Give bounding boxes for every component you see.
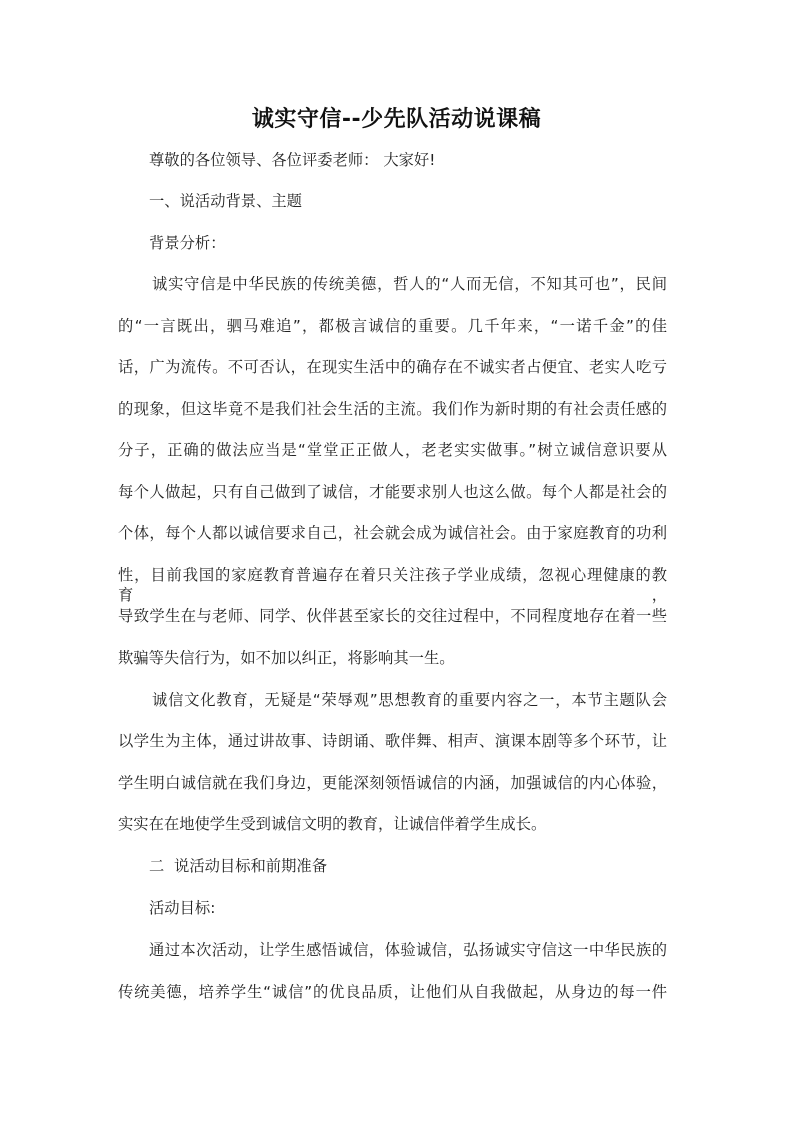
paragraph-line: 每个人做起，只有自己做到了诚信，才能要求别人也这么做。每个人都是社会的 [118, 483, 667, 501]
paragraph-line: 分子，正确的做法应当是“堂堂正正做人，老老实实做事。”树立诚信意识要从 [118, 441, 667, 459]
paragraph-line: 的“一言既出，驷马难追”，都极言诚信的重要。几千年来，“一诺千金”的佳 [118, 317, 667, 335]
paragraph-line: 个体，每个人都以诚信要求自己，社会就会成为诚信社会。由于家庭教育的功利 [118, 524, 667, 542]
document-title: 诚实守信--少先队活动说课稿 [251, 107, 542, 132]
paragraph-line: 导致学生在与老师、同学、伙伴甚至家长的交往过程中，不同程度地存在着一些 [118, 607, 667, 625]
section-heading-1: 一、说活动背景、主题 [149, 192, 302, 210]
greeting: 尊敬的各位领导、各位评委老师： 大家好! [149, 151, 436, 169]
paragraph-line: 的现象，但这毕竟不是我们社会生活的主流。我们作为新时期的有社会责任感的 [118, 400, 667, 418]
section-heading-2: 二 说活动目标和前期准备 [149, 857, 327, 875]
paragraph-line: 欺骗等失信行为，如不加以纠正，将影响其一生。 [118, 649, 455, 667]
background-label: 背景分析： [149, 234, 226, 252]
paragraph-line: 诚实守信是中华民族的传统美德，哲人的“人而无信，不知其可也”，民间 [152, 275, 667, 293]
paragraph-line: 学生明白诚信就在我们身边，更能深刻领悟诚信的内涵，加强诚信的内心体验， [118, 774, 667, 792]
paragraph-line: 诚信文化教育，无疑是“荣辱观”思想教育的重要内容之一，本节主题队会 [152, 691, 667, 709]
goal-label: 活动目标: [149, 899, 216, 917]
paragraph-line: 以学生为主体，通过讲故事、诗朗诵、歌伴舞、相声、演课本剧等多个环节，让 [118, 732, 667, 750]
paragraph-line: 通过本次活动，让学生感悟诚信，体验诚信，弘扬诚实守信这一中华民族的 [149, 941, 667, 959]
paragraph-line: 性，目前我国的家庭教育普遍存在着只关注孩子学业成绩，忽视心理健康的教育， [118, 566, 667, 604]
paragraph-line: 实实在在地使学生受到诚信文明的教育，让诚信伴着学生成长。 [118, 815, 547, 833]
paragraph-line: 话，广为流传。不可否认，在现实生活中的确存在不诚实者占便宜、老实人吃亏 [118, 358, 667, 376]
paragraph-line: 传统美德，培养学生“诚信”的优良品质，让他们从自我做起，从身边的每一件 [118, 983, 667, 1001]
